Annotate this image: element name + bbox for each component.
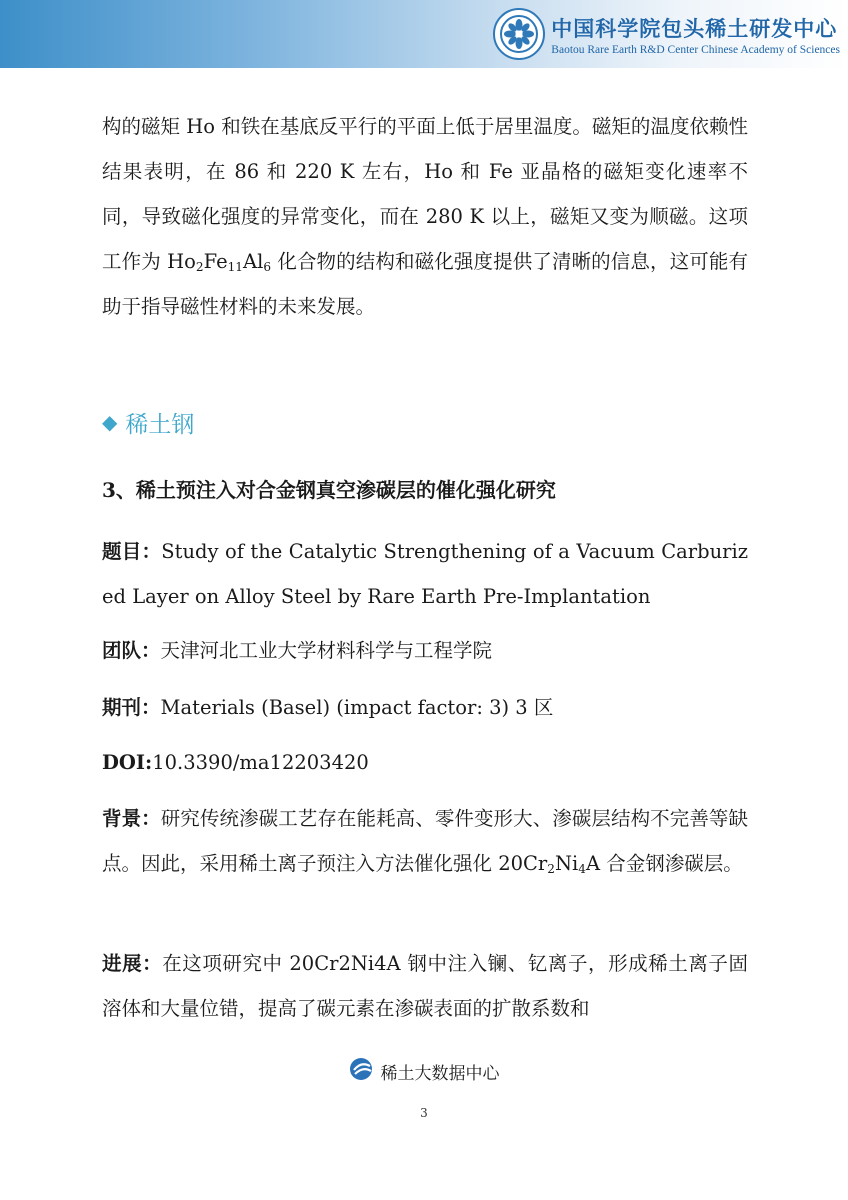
topic-value: Study of the Catalytic Strengthening of a Vacuum Carburized Layer on Alloy Steel by Rare Earth Pre-Implantation bbox=[102, 540, 748, 608]
doi-field bbox=[102, 740, 748, 785]
journal-value: Materials (Basel) (impact factor: 3) 3 区 bbox=[160, 696, 554, 719]
footer-brand bbox=[0, 1057, 848, 1086]
page-header-banner bbox=[0, 0, 848, 68]
journal-field bbox=[102, 685, 748, 730]
background-field: 背景：研究传统渗碳工艺存在能耗高、零件变形大、渗碳层结构不完善等缺点。因此，采用稀土离子预注入方法催化强化 $20Cr_2Ni_4A$ 合金钢渗碳层。 bbox=[102, 807, 748, 877]
footer-brand-text: 稀土大数据中心 bbox=[380, 1064, 500, 1084]
team-label: 团队： bbox=[102, 639, 161, 662]
page-number: 3 bbox=[420, 1106, 428, 1120]
journal-label: 期刊： bbox=[102, 696, 161, 719]
doi-label: DOI: bbox=[102, 751, 153, 774]
progress-label: 进展： bbox=[102, 952, 163, 975]
topic-field bbox=[102, 529, 748, 619]
org-name-chinese: 中国科学院包头稀土研发中心 bbox=[551, 16, 838, 41]
progress-field bbox=[102, 941, 748, 1031]
intro-paragraph-block bbox=[102, 104, 748, 329]
progress-value: 在这项研究中 20Cr2Ni4A 钢中注入镧、钇离子，形成稀土离子固溶体和大量位错，提高了碳元素在渗碳表面的扩散系数和 bbox=[102, 952, 748, 1020]
section-heading bbox=[102, 400, 194, 444]
org-logo bbox=[493, 8, 840, 60]
org-name-english: Baotou Rare Earth R&D Center Chinese Academy of Sciences bbox=[551, 43, 840, 56]
team-value: 天津河北工业大学材料科学与工程学院 bbox=[160, 639, 493, 662]
intro-paragraph: 构的磁矩 Ho 和铁在基底反平行的平面上低于居里温度。磁矩的温度依赖性结果表明，在 86 和 220 K 左右，Ho 和 Fe 亚晶格的磁矩变化速率不同，导致磁化强度的异常变化，而在 280 K 以上，磁矩又变为顺磁。这项工作为 $Ho_2Fe_{11}Al_6$ 化合物的结构和磁化强度提供了清晰的信息，这可能有助于指导磁性材料的未来发展。 bbox=[102, 115, 749, 318]
section-heading-text: 稀土钢 bbox=[125, 411, 195, 438]
big-data-center-logo-icon bbox=[349, 1057, 375, 1086]
diamond-bullet-icon: ◆ bbox=[102, 410, 118, 434]
doi-value: 10.3390/ma12203420 bbox=[152, 751, 369, 774]
topic-label: 题目： bbox=[102, 540, 162, 563]
cas-emblem-icon bbox=[493, 8, 545, 60]
background-label: 背景： bbox=[102, 807, 161, 830]
article-title: 3、稀土预注入对合金钢真空渗碳层的催化强化研究 bbox=[102, 478, 556, 502]
team-field bbox=[102, 628, 748, 673]
